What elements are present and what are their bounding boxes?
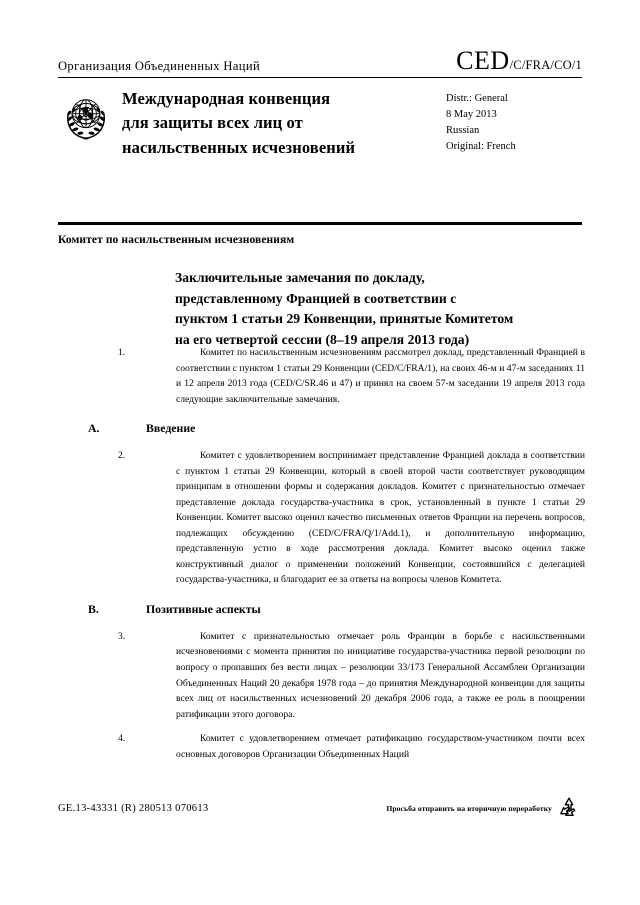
masthead-body-row [58, 87, 582, 160]
paragraph-2 [118, 448, 585, 588]
convention-title [120, 87, 440, 160]
page-title [175, 268, 585, 351]
emblem-container [58, 87, 120, 150]
paragraph-number: 4. [118, 733, 126, 745]
section-heading-a [88, 421, 585, 436]
convention-title-line-1: Международная конвенция [122, 89, 331, 108]
masthead-top-row [58, 48, 582, 77]
section-letter: B. [88, 601, 99, 616]
distribution-type: Distr.: General [446, 93, 508, 104]
paragraph-text: Комитет с удовлетворением воспринимает представление Францией доклада в соответствии с пунктом 1 статьи 29 Конвенции, который в своей второй части соответствует руководящим принципам в отношении формы и содержания докладов. Комитет с признательностью отмечает представление доклада государства-участника в срок, установленный в пункте 1 статьи 29 Конвенции. Комитет высоко оценил качество письменных ответов Франции на перечень вопросов, подлежащих обсуждению (CED/C/FRA/Q/1/Add.1), и дополнительную информацию, представленную устно в ходе рассмотрения доклада. Комитет высоко оценил также конструктивный диалог о применении положений Конвенции, состоявшийся с делегацией государства-участника, и благодарит ее за ответы на вопросы членов Комитета. [176, 450, 585, 586]
document-symbol-suffix: /C/FRA/CO/1 [509, 58, 582, 72]
section-letter: A. [88, 421, 100, 436]
convention-title-line-3: насильственных исчезновений [122, 137, 356, 157]
page-title-line-4: на его четвертой сессии (8–19 апреля 2013 года) [175, 331, 470, 347]
document-symbol-main: CED [456, 46, 510, 75]
committee-name: Комитет по насильственным исчезновениям [58, 234, 295, 246]
document-body [58, 345, 585, 771]
paragraph-4 [118, 731, 585, 762]
paragraph-text: Комитет с признательностью отмечает роль Франции в борьбе с насильственными исчезновениями с момента принятия по инициативе государства-участника первой резолюции по вопросу о пропавших без вести лицах – резолюции 33/173 Генеральной Ассамблеи Организации Объединенных Наций 20 декабря 1978 года – до принятия Международной конвенции для защиты всех лиц от насильственных исчезновений 20 декабря 2006 года, а также ее роль в поощрении ратификации этого договора. [176, 630, 585, 720]
section-heading-b [88, 602, 585, 617]
paragraph-3 [118, 629, 585, 722]
organization-name: Организация Объединенных Наций [58, 59, 261, 74]
distribution-info [440, 87, 582, 155]
recycle-notice-text: Просьба отправить на вторичную переработку [386, 803, 552, 813]
distribution-date: 8 May 2013 [446, 108, 497, 120]
un-emblem-icon [58, 89, 114, 145]
page-title-line-2: представленному Францией в соответствии с [175, 290, 457, 306]
section-title: Введение [146, 421, 196, 436]
masthead-divider [58, 77, 582, 78]
distribution-language: Russian [446, 124, 480, 136]
distribution-original: Original: French [446, 140, 516, 152]
document-symbol [456, 48, 582, 74]
page-title-line-1: Заключительные замечания по докладу, [175, 270, 425, 285]
paragraph-text: Комитет по насильственным исчезновениям рассмотрел доклад, представленный Францией в соответствии с пунктом 1 статьи 29 Конвенции (CED/C/FRA/1), на своих 46-м и 47-м заседаниях 11 и 12 апреля 2013 года (CED/C/SR.46 и 47) и принял на своем 57-м заседании 19 апреля 2013 года следующие заключительные замечания. [176, 347, 585, 405]
paragraph-number: 1. [118, 347, 126, 358]
convention-title-line-2: для защиты всех лиц от [122, 113, 303, 133]
paragraph-1 [118, 345, 585, 407]
page-title-line-3: пунктом 1 статьи 29 Конвенции, принятые Комитетом [175, 311, 514, 327]
recycle-notice [386, 795, 582, 821]
page-footer [58, 795, 582, 821]
section-title: Позитивные аспекты [146, 601, 261, 616]
header-bottom-rule [58, 222, 582, 225]
paragraph-number: 3. [118, 630, 126, 642]
paragraph-number: 2. [118, 450, 126, 462]
paragraph-text: Комитет с удовлетворением отмечает ратификацию государством-участником почти всех основных договоров Организации Объединенных Наций [176, 733, 585, 760]
document-masthead [58, 48, 582, 160]
document-job-number: GE.13-43331 (R) 280513 070613 [58, 802, 209, 814]
recycle-icon [556, 795, 582, 821]
